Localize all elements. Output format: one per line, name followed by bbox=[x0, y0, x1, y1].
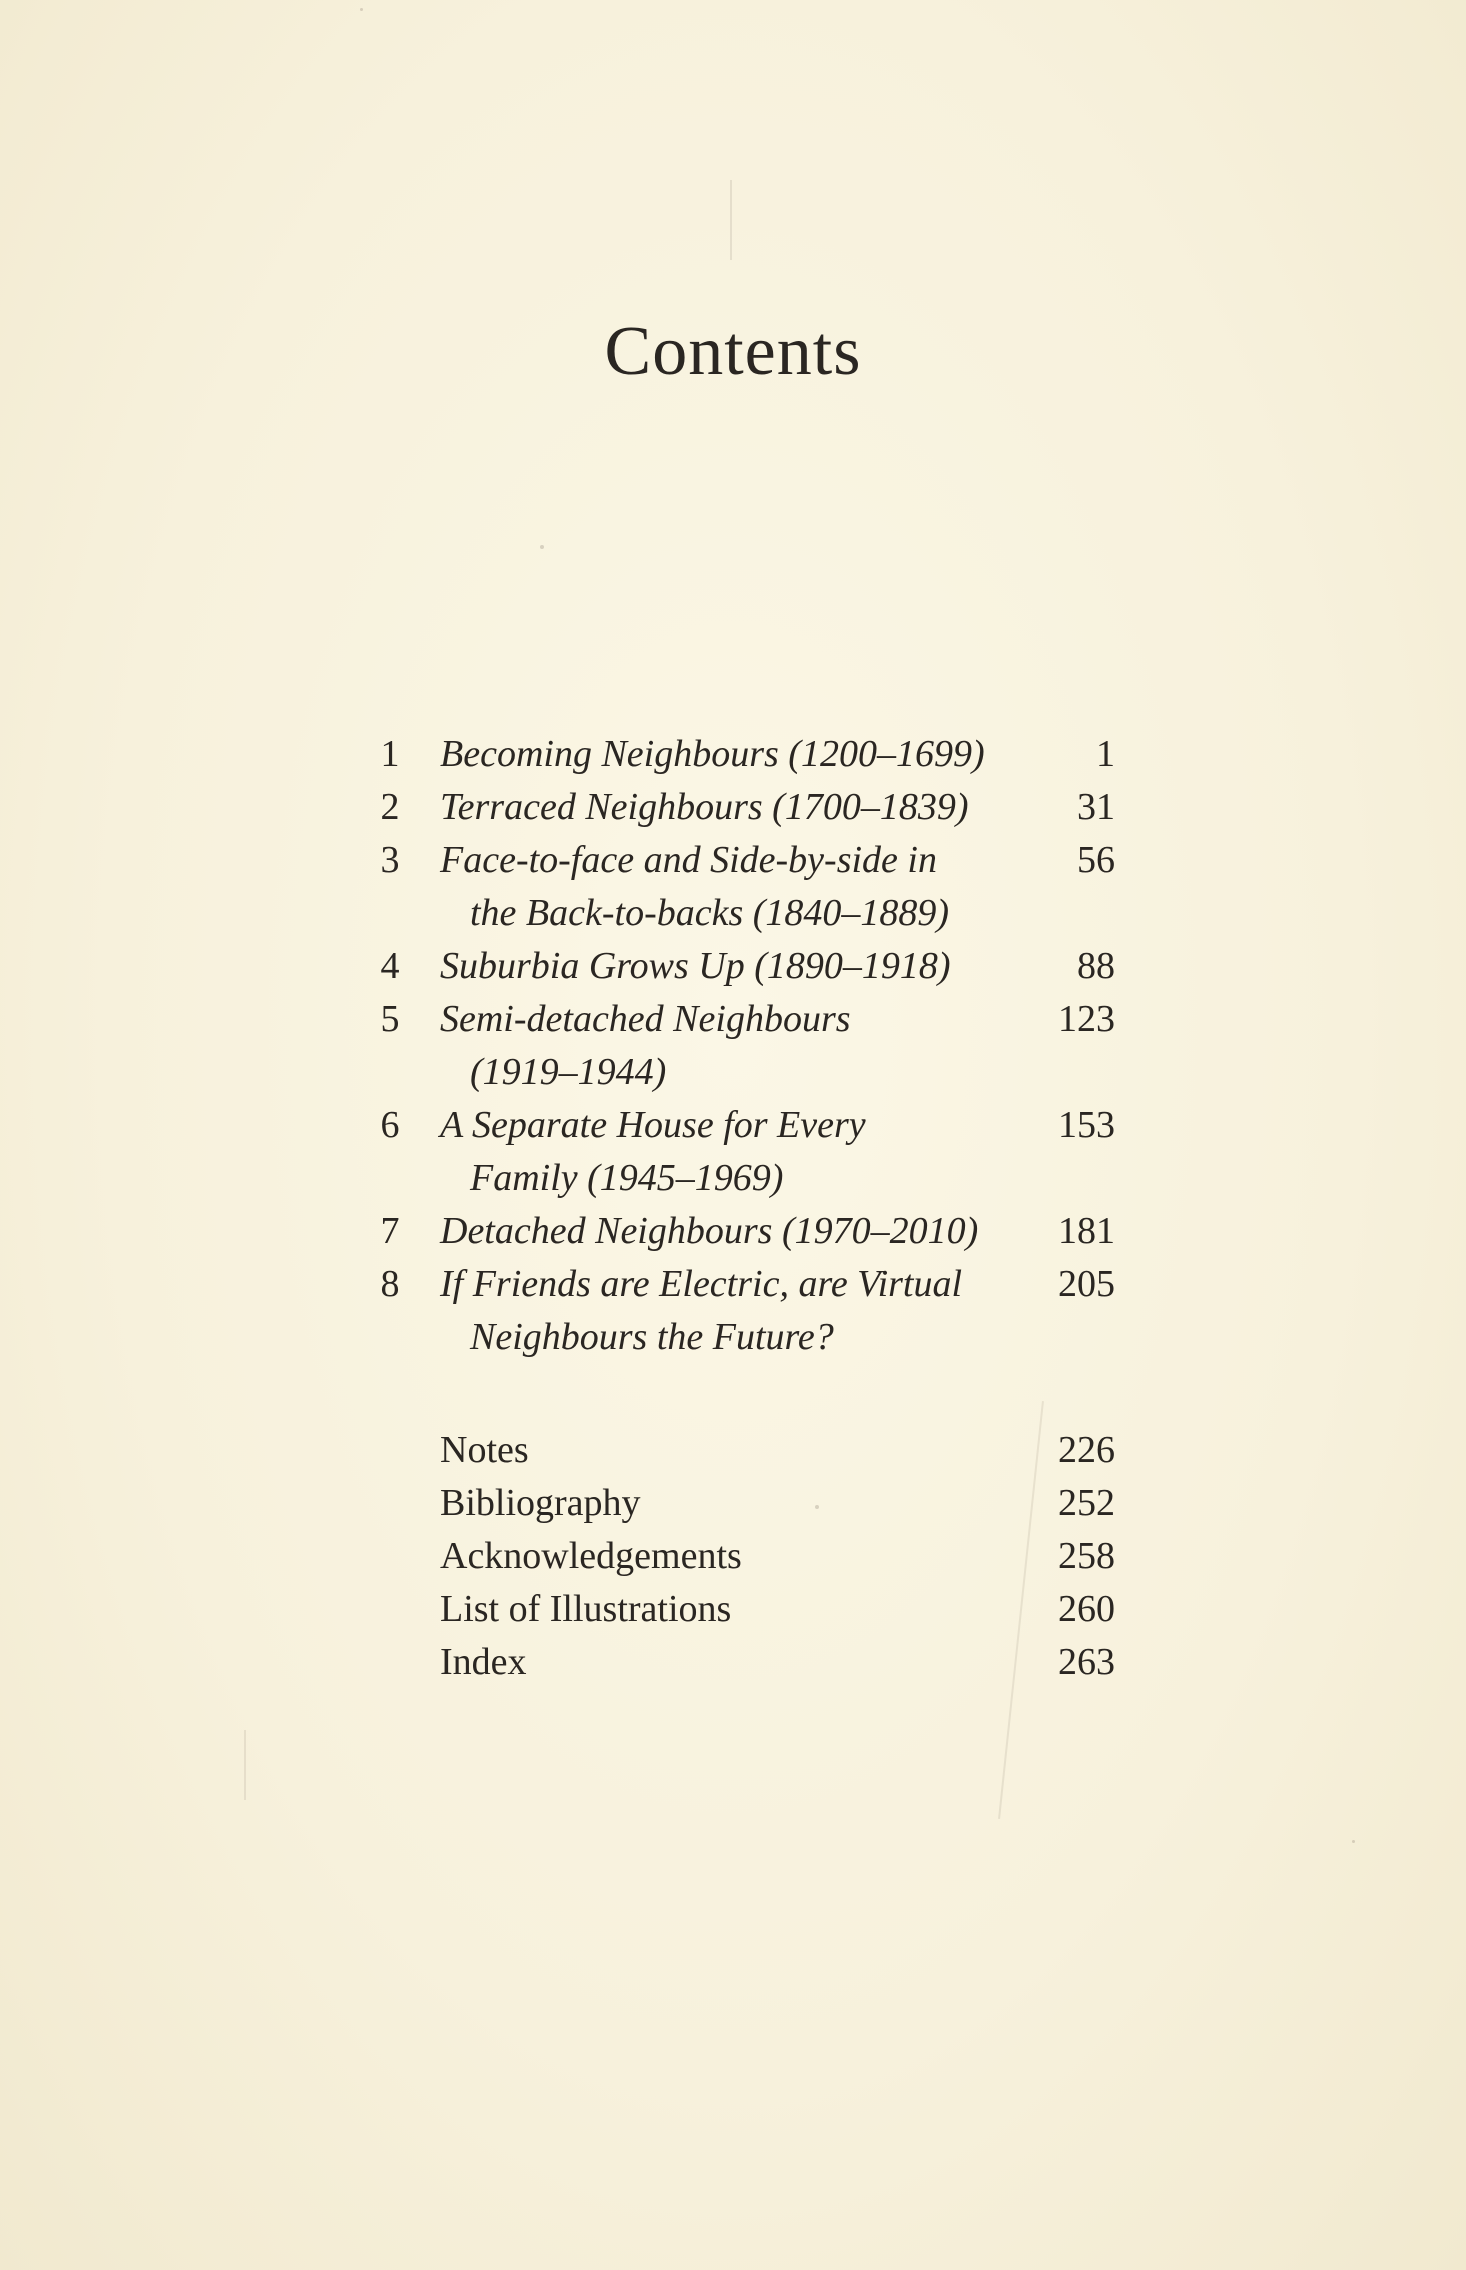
toc-entry[interactable] bbox=[370, 728, 1115, 780]
chapter-title: Suburbia Grows Up (1890–1918) bbox=[440, 945, 951, 987]
page-number: 258 bbox=[1058, 1535, 1115, 1577]
toc-entry[interactable] bbox=[370, 1205, 1115, 1257]
chapter-number: 4 bbox=[380, 945, 400, 987]
page-number: 31 bbox=[1077, 786, 1115, 828]
toc-entry-continuation bbox=[370, 1046, 1115, 1098]
toc-entry[interactable] bbox=[370, 993, 1115, 1045]
paper-mark bbox=[360, 8, 363, 11]
toc-back-matter-entry[interactable] bbox=[370, 1477, 1115, 1529]
paper-mark bbox=[730, 180, 732, 260]
chapter-title-continued: the Back-to-backs (1840–1889) bbox=[470, 892, 950, 934]
page-number: 263 bbox=[1058, 1641, 1115, 1683]
chapter-title: Terraced Neighbours (1700–1839) bbox=[440, 786, 969, 828]
chapter-number: 5 bbox=[380, 998, 400, 1040]
chapter-number: 2 bbox=[380, 786, 400, 828]
chapter-number: 3 bbox=[380, 839, 400, 881]
toc-back-matter-entry[interactable] bbox=[370, 1424, 1115, 1476]
toc-entry[interactable] bbox=[370, 1258, 1115, 1310]
page-number: 56 bbox=[1077, 839, 1115, 881]
page-number: 153 bbox=[1058, 1104, 1115, 1146]
page-number: 252 bbox=[1058, 1482, 1115, 1524]
chapter-title: A Separate House for Every bbox=[440, 1104, 866, 1146]
page-number: 1 bbox=[1096, 733, 1115, 775]
toc-back-matter-entry[interactable] bbox=[370, 1636, 1115, 1688]
back-matter-label: Index bbox=[440, 1641, 527, 1683]
chapter-title: Face-to-face and Side-by-side in bbox=[440, 839, 937, 881]
chapter-title: Becoming Neighbours (1200–1699) bbox=[440, 733, 985, 775]
page-number: 205 bbox=[1058, 1263, 1115, 1305]
toc-entry-continuation bbox=[370, 1311, 1115, 1363]
paper-mark bbox=[244, 1730, 246, 1800]
chapter-title-continued: Neighbours the Future? bbox=[470, 1316, 834, 1358]
chapter-title-continued: (1919–1944) bbox=[470, 1051, 667, 1093]
toc-entry[interactable] bbox=[370, 940, 1115, 992]
page-title: Contents bbox=[604, 313, 862, 390]
paper-mark bbox=[1352, 1840, 1355, 1843]
chapter-title: Detached Neighbours (1970–2010) bbox=[440, 1210, 979, 1252]
page-number: 181 bbox=[1058, 1210, 1115, 1252]
toc-entry-continuation bbox=[370, 1152, 1115, 1204]
chapter-number: 8 bbox=[380, 1263, 400, 1305]
page-number: 123 bbox=[1058, 998, 1115, 1040]
chapter-number: 1 bbox=[380, 733, 400, 775]
chapter-title: Semi-detached Neighbours bbox=[440, 998, 851, 1040]
toc-entry[interactable] bbox=[370, 1099, 1115, 1151]
paper-mark bbox=[540, 545, 544, 549]
chapter-title: If Friends are Electric, are Virtual bbox=[440, 1263, 963, 1305]
toc-entry-continuation bbox=[370, 887, 1115, 939]
page-number: 226 bbox=[1058, 1429, 1115, 1471]
toc-entry[interactable] bbox=[370, 834, 1115, 886]
back-matter-label: Acknowledgements bbox=[440, 1535, 742, 1577]
chapter-number: 6 bbox=[380, 1104, 400, 1146]
toc-back-matter-entry[interactable] bbox=[370, 1530, 1115, 1582]
back-matter-label: Bibliography bbox=[440, 1482, 641, 1524]
back-matter-label: Notes bbox=[440, 1429, 529, 1471]
page-number: 260 bbox=[1058, 1588, 1115, 1630]
chapter-title-continued: Family (1945–1969) bbox=[470, 1157, 784, 1199]
toc-entry[interactable] bbox=[370, 781, 1115, 833]
page-number: 88 bbox=[1077, 945, 1115, 987]
toc-back-matter-entry[interactable] bbox=[370, 1583, 1115, 1635]
chapter-number: 7 bbox=[380, 1210, 400, 1252]
back-matter-label: List of Illustrations bbox=[440, 1588, 732, 1630]
